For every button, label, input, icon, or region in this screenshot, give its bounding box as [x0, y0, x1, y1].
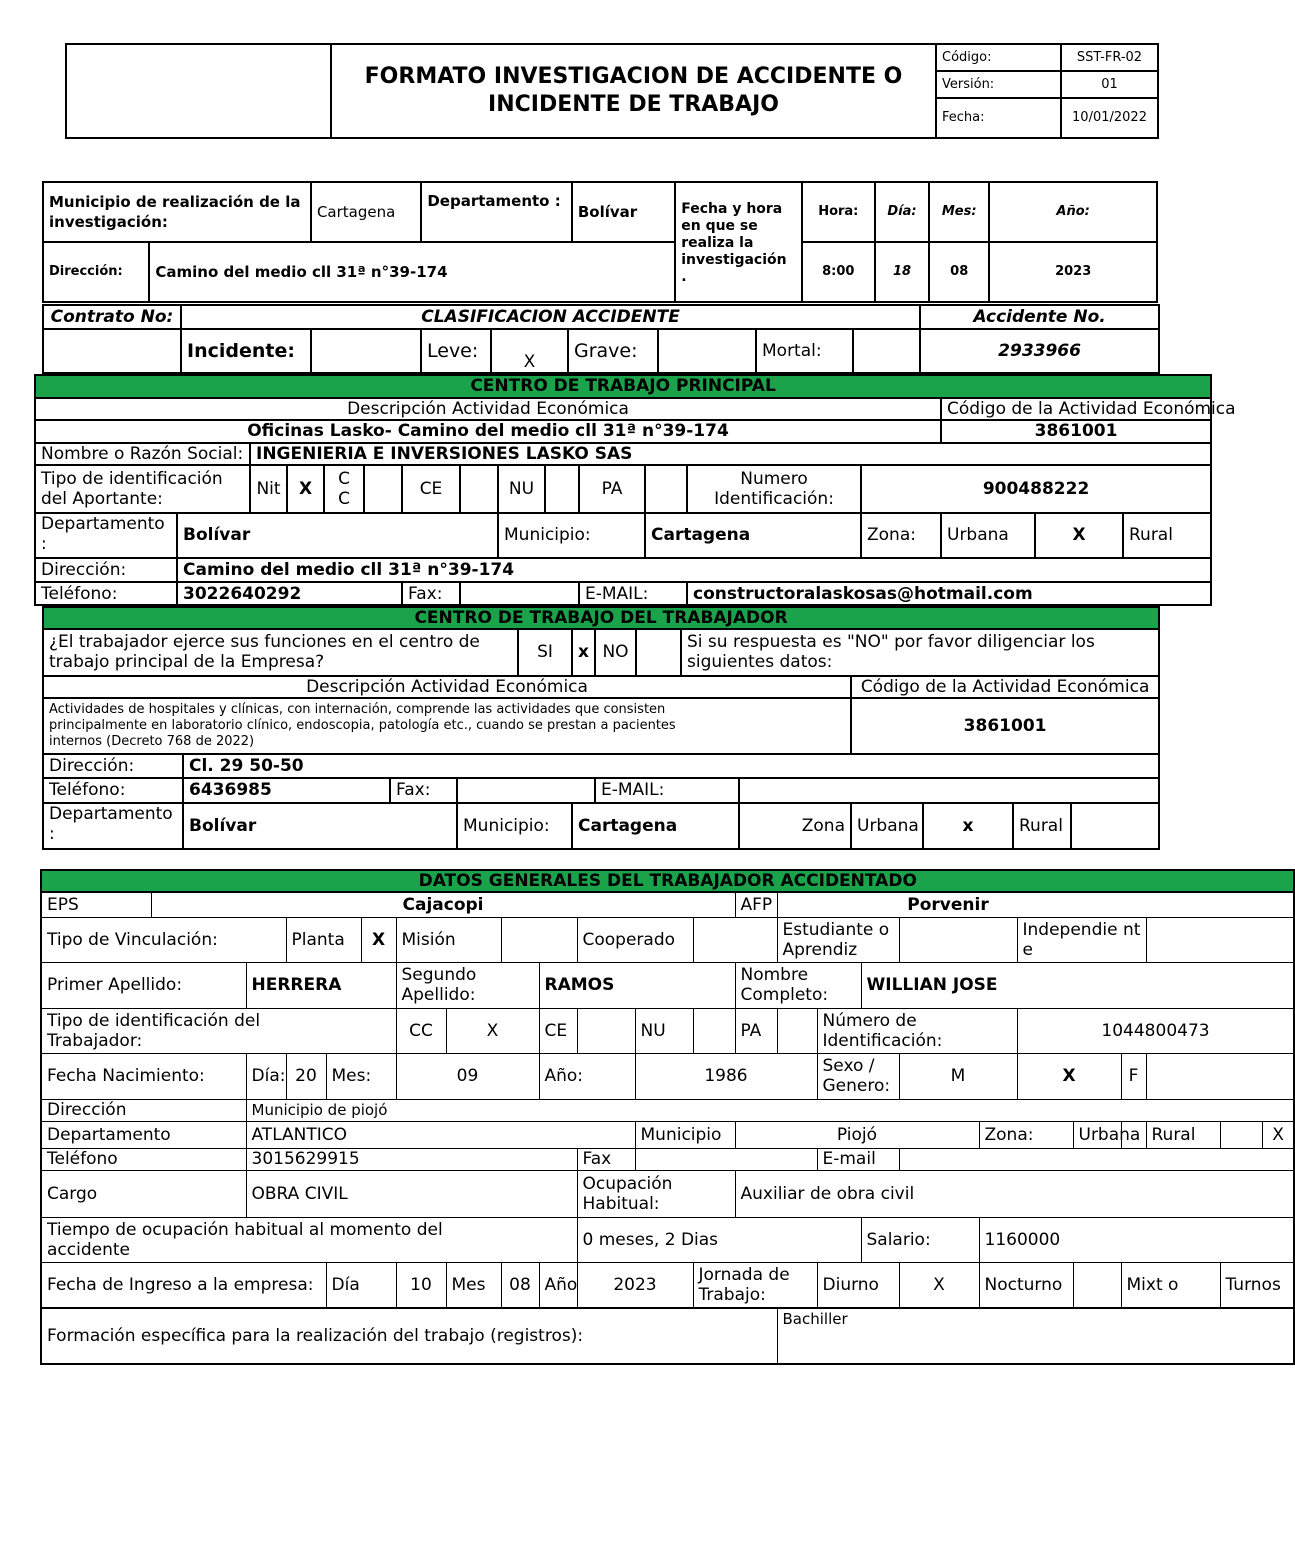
nac-mes-label: Mes: — [326, 1053, 396, 1099]
primer-apellido-value: HERRERA — [246, 962, 396, 1008]
cp-num-id-label: Numero Identificación: — [687, 465, 861, 512]
formacion-value: Bachiller — [777, 1308, 1294, 1364]
cp-nit-label: Nit — [250, 465, 287, 512]
tipo-id-label: Tipo de identificación del Trabajador: — [41, 1008, 396, 1053]
direccion-value: Municipio de piojó — [246, 1099, 1294, 1121]
eps-value: Cajacopi — [151, 892, 735, 917]
ct-depto-label: Departamento : — [43, 803, 183, 849]
cp-nu-label: NU — [498, 465, 545, 512]
ingreso-dia-value: 10 — [396, 1262, 446, 1308]
rural-mark: X — [1262, 1121, 1294, 1148]
ingreso-anio-label: Año — [539, 1262, 577, 1308]
incidente-mark — [311, 329, 421, 373]
ct-direccion-label: Dirección: — [43, 754, 183, 778]
nombre-label: Nombre Completo: — [735, 962, 861, 1008]
cp-ce-mark — [460, 465, 498, 512]
afp-label: AFP — [735, 892, 777, 917]
cargo-value: OBRA CIVIL — [246, 1170, 577, 1217]
municipio-investigacion-value: Cartagena — [311, 182, 421, 242]
rural-gap — [1220, 1121, 1262, 1148]
mes-value: 08 — [929, 242, 989, 302]
trabajador-table — [40, 869, 1295, 1365]
email-label: E-mail — [817, 1148, 899, 1170]
jornada-label: Jornada de Trabajo: — [693, 1262, 817, 1308]
num-id-label: Número de Identificación: — [817, 1008, 1017, 1053]
direccion-label: Dirección — [41, 1099, 246, 1121]
version-value: 01 — [1061, 71, 1158, 98]
ocupacion-value: Auxiliar de obra civil — [735, 1170, 1294, 1217]
f-label: F — [1121, 1053, 1146, 1099]
tiempo-value: 0 meses, 2 Dias — [577, 1217, 861, 1262]
estudiante-mark — [899, 917, 1017, 962]
dia-value: 18 — [875, 242, 929, 302]
leve-label: Leve: — [421, 329, 491, 373]
hora-label: Hora: — [802, 182, 875, 242]
salario-value: 1160000 — [979, 1217, 1294, 1262]
cc-label: CC — [396, 1008, 446, 1053]
ingreso-dia-label: Día — [326, 1262, 396, 1308]
cp-razon-value: INGENIERIA E INVERSIONES LASKO SAS — [250, 443, 1211, 466]
ct-fax-value — [457, 778, 595, 802]
clasificacion-title: CLASIFICACION ACCIDENTE — [181, 305, 920, 329]
mision-mark — [501, 917, 577, 962]
cp-telefono-value: 3022640292 — [177, 582, 402, 605]
cp-nu-mark — [545, 465, 579, 512]
logo-box — [66, 44, 331, 138]
nu-label: NU — [635, 1008, 693, 1053]
cp-rural-label: Rural — [1123, 513, 1211, 558]
email-value — [899, 1148, 1294, 1170]
contrato-value — [43, 329, 181, 373]
nac-dia-label: Día: — [246, 1053, 286, 1099]
ct-telefono-value: 6436985 — [183, 778, 390, 802]
cp-direccion-value: Camino del medio cll 31ª n°39-174 — [177, 558, 1211, 583]
clasificacion-table — [42, 304, 1160, 374]
fecha-value: 10/01/2022 — [1061, 98, 1158, 138]
eps-label: EPS — [41, 892, 151, 917]
departamento-label: Departamento — [41, 1121, 246, 1148]
ocupacion-label: Ocupación Habitual: — [577, 1170, 735, 1217]
cp-telefono-label: Teléfono: — [35, 582, 177, 605]
cp-desc-value: Oficinas Lasko- Camino del medio cll 31ª n°39-174 — [35, 420, 941, 443]
estudiante-label: Estudiante o Aprendiz — [777, 917, 899, 962]
version-label: Versión: — [936, 71, 1061, 98]
ce-label: CE — [539, 1008, 577, 1053]
ct-depto-value: Bolívar — [183, 803, 457, 849]
mixto-label: Mixt o — [1121, 1262, 1220, 1308]
cp-direccion-label: Dirección: — [35, 558, 177, 583]
mision-label: Misión — [396, 917, 501, 962]
cp-fax-label: Fax: — [402, 582, 460, 605]
segundo-apellido-label: Segundo Apellido: — [396, 962, 539, 1008]
formacion-label: Formación específica para la realización del trabajo (registros): — [41, 1308, 777, 1364]
ct-si-mark: x — [572, 629, 595, 675]
cp-depto-label: Departamento : — [35, 513, 177, 558]
cp-ce-label: CE — [402, 465, 460, 512]
header-table — [65, 43, 1159, 139]
independiente-label: Independie nte — [1017, 917, 1146, 962]
ct-municipio-value: Cartagena — [572, 803, 739, 849]
ingreso-anio-value: 2023 — [577, 1262, 693, 1308]
cargo-label: Cargo — [41, 1170, 246, 1217]
ingreso-mes-value: 08 — [501, 1262, 539, 1308]
document-title: FORMATO INVESTIGACION DE ACCIDENTE O INCIDENTE DE TRABAJO — [331, 44, 936, 138]
fecha-label: Fecha: — [936, 98, 1061, 138]
cp-municipio-value: Cartagena — [645, 513, 861, 558]
ct-urbana-mark: x — [923, 803, 1013, 849]
segundo-apellido-value: RAMOS — [539, 962, 735, 1008]
num-id-value: 1044800473 — [1017, 1008, 1294, 1053]
independiente-mark — [1146, 917, 1294, 962]
tiempo-label: Tiempo de ocupación habitual al momento del accidente — [41, 1217, 577, 1262]
ct-codigo-value: 3861001 — [851, 698, 1159, 754]
incidente-label: Incidente: — [181, 329, 311, 373]
f-mark — [1146, 1053, 1294, 1099]
nocturno-label: Nocturno — [979, 1262, 1073, 1308]
cooperado-mark — [693, 917, 777, 962]
cp-pa-mark — [645, 465, 687, 512]
direccion-investigacion-value: Camino del medio cll 31ª n°39-174 — [149, 242, 675, 302]
nac-anio-label: Año: — [539, 1053, 635, 1099]
diurno-label: Diurno — [817, 1262, 899, 1308]
departamento-investigacion-value: Bolívar — [572, 182, 675, 242]
nacimiento-label: Fecha Nacimiento: — [41, 1053, 246, 1099]
cp-codigo-label: Código de la Actividad Económica — [941, 398, 1211, 421]
urbana-label: Urbana — [1073, 1121, 1121, 1148]
departamento-investigacion-label: Departamento : — [421, 182, 572, 242]
codigo-value: SST-FR-02 — [1061, 44, 1158, 71]
contrato-label: Contrato No: — [43, 305, 181, 329]
primer-apellido-label: Primer Apellido: — [41, 962, 246, 1008]
ct-pregunta: ¿El trabajador ejerce sus funciones en el centro de trabajo principal de la Empresa? — [43, 629, 518, 675]
nac-anio-value: 1986 — [635, 1053, 817, 1099]
ct-fax-label: Fax: — [390, 778, 457, 802]
ct-direccion-value: Cl. 29 50-50 — [183, 754, 1159, 778]
mortal-label: Mortal: — [756, 329, 853, 373]
nombre-value: WILLIAN JOSE — [861, 962, 1294, 1008]
pa-mark — [777, 1008, 817, 1053]
ingreso-label: Fecha de Ingreso a la empresa: — [41, 1262, 326, 1308]
planta-mark: X — [361, 917, 396, 962]
cp-email-label: E-MAIL: — [579, 582, 687, 605]
ct-municipio-label: Municipio: — [457, 803, 572, 849]
vinculacion-label: Tipo de Vinculación: — [41, 917, 286, 962]
rural-label: Rural — [1146, 1121, 1220, 1148]
ce-mark — [577, 1008, 635, 1053]
cp-nit-mark: X — [287, 465, 324, 512]
cp-tipo-id-label: Tipo de identificación del Aportante: — [35, 465, 250, 512]
mes-label: Mes: — [929, 182, 989, 242]
ct-zona-label: Zona — [739, 803, 851, 849]
accidente-no-label: Accidente No. — [920, 305, 1159, 329]
ct-urbana-label: Urbana — [851, 803, 923, 849]
ct-desc-value: Actividades de hospitales y clínicas, con internación, comprende las actividades que consisten principalmente en laboratorio clínico, endoscopia, patología etc., cuando se prestan a pacientes internos (Decreto 768 de 2022) — [43, 698, 851, 754]
anio-label: Año: — [989, 182, 1157, 242]
telefono-value: 3015629915 — [246, 1148, 577, 1170]
centro-trabajador-title: CENTRO DE TRABAJO DEL TRABAJADOR — [43, 607, 1159, 629]
nac-dia-value: 20 — [286, 1053, 326, 1099]
anio-value: 2023 — [989, 242, 1157, 302]
cp-cc-mark — [364, 465, 402, 512]
departamento-value: ATLANTICO — [246, 1121, 635, 1148]
cp-email-value: constructoralaskosas@hotmail.com — [687, 582, 1211, 605]
ct-rural-label: Rural — [1013, 803, 1071, 849]
cp-urbana-mark: X — [1035, 513, 1123, 558]
cp-fax-value — [460, 582, 579, 605]
diurno-mark: X — [899, 1262, 979, 1308]
ingreso-mes-label: Mes — [446, 1262, 501, 1308]
planta-label: Planta — [286, 917, 361, 962]
salario-label: Salario: — [861, 1217, 979, 1262]
sexo-label: Sexo / Genero: — [817, 1053, 899, 1099]
grave-mark — [658, 329, 756, 373]
ct-desc-label: Descripción Actividad Económica — [43, 676, 851, 698]
investigacion-table — [42, 181, 1158, 303]
centro-principal-table — [34, 374, 1236, 606]
turnos-label: Turnos — [1220, 1262, 1294, 1308]
leve-mark: X — [491, 329, 568, 373]
cp-desc-label: Descripción Actividad Económica — [35, 398, 941, 421]
grave-label: Grave: — [568, 329, 658, 373]
nu-mark — [693, 1008, 735, 1053]
nocturno-mark — [1073, 1262, 1121, 1308]
municipio-investigacion-label: Municipio de realización de la investigación: — [43, 182, 311, 242]
ct-codigo-label: Código de la Actividad Económica — [851, 676, 1159, 698]
cooperado-label: Cooperado — [577, 917, 693, 962]
cp-num-id-value: 900488222 — [861, 465, 1211, 512]
dia-label: Día: — [875, 182, 929, 242]
cp-pa-label: PA — [579, 465, 645, 512]
municipio-label: Municipio — [635, 1121, 735, 1148]
cp-municipio-label: Municipio: — [498, 513, 645, 558]
cc-mark: X — [446, 1008, 539, 1053]
ct-nota: Si su respuesta es "NO" por favor diligenciar los siguientes datos: — [681, 629, 1159, 675]
accidente-no-value: 2933966 — [920, 329, 1159, 373]
ct-si-label: SI — [518, 629, 572, 675]
ct-email-value — [739, 778, 1159, 802]
codigo-label: Código: — [936, 44, 1061, 71]
municipio-value: Piojó — [735, 1121, 979, 1148]
nac-mes-value: 09 — [396, 1053, 539, 1099]
fecha-hora-label: Fecha y hora en que se realiza la investigación . — [675, 182, 801, 302]
cp-codigo-value: 3861001 — [941, 420, 1211, 443]
cp-urbana-label: Urbana — [941, 513, 1035, 558]
telefono-label: Teléfono — [41, 1148, 246, 1170]
zona-label: Zona: — [979, 1121, 1073, 1148]
cp-cc-label: C C — [324, 465, 364, 512]
trabajador-title: DATOS GENERALES DEL TRABAJADOR ACCIDENTADO — [41, 870, 1294, 892]
centro-trabajador-table — [42, 606, 1160, 850]
afp-value: Porvenir — [777, 892, 1294, 917]
direccion-investigacion-label: Dirección: — [43, 242, 149, 302]
centro-principal-title: CENTRO DE TRABAJO PRINCIPAL — [35, 375, 1211, 398]
ct-no-label: NO — [595, 629, 636, 675]
m-mark: X — [1017, 1053, 1121, 1099]
ct-email-label: E-MAIL: — [595, 778, 739, 802]
hora-value: 8:00 — [802, 242, 875, 302]
fax-label: Fax — [577, 1148, 635, 1170]
ct-telefono-label: Teléfono: — [43, 778, 183, 802]
fax-value — [635, 1148, 817, 1170]
pa-label: PA — [735, 1008, 777, 1053]
cp-zona-label: Zona: — [861, 513, 941, 558]
m-label: M — [899, 1053, 1017, 1099]
ct-rural-mark — [1071, 803, 1159, 849]
cp-razon-label: Nombre o Razón Social: — [35, 443, 250, 466]
cp-depto-value: Bolívar — [177, 513, 498, 558]
ct-no-mark — [636, 629, 681, 675]
mortal-mark — [853, 329, 920, 373]
